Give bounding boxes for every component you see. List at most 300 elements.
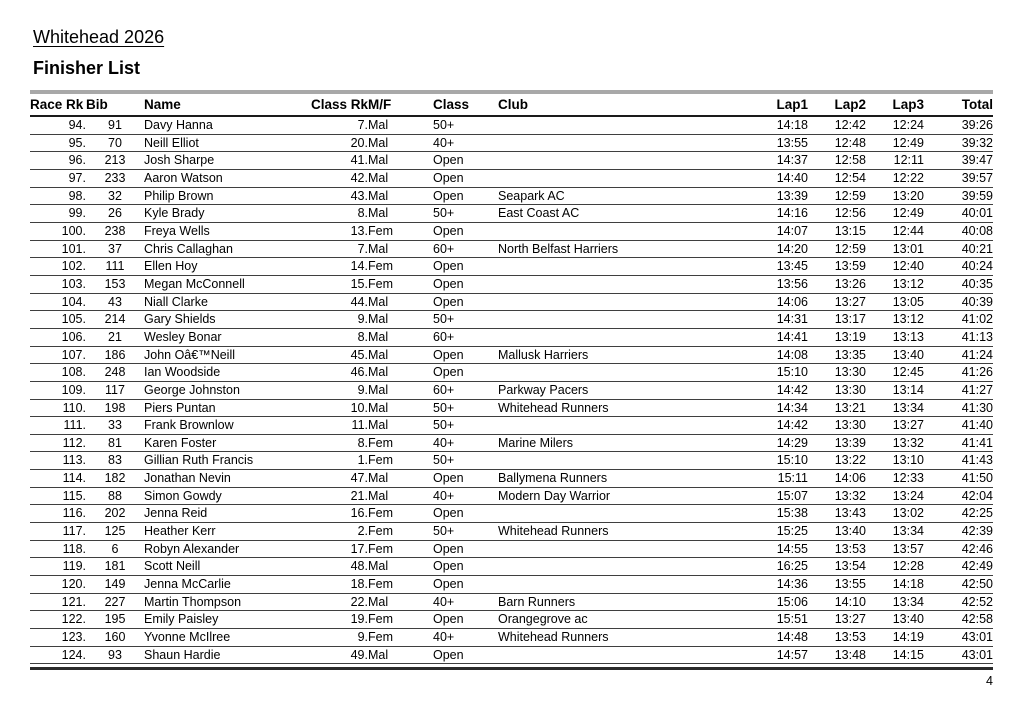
cell-class-rank: 47.	[302, 470, 368, 488]
cell-class-rank: 13.	[302, 222, 368, 240]
cell-class: 50+	[433, 452, 498, 470]
cell-lap2: 13:32	[808, 487, 866, 505]
cell-lap2: 13:43	[808, 505, 866, 523]
cell-class: Open	[433, 558, 498, 576]
table-row	[30, 611, 993, 629]
cell-bib: 21	[86, 328, 144, 346]
table-row	[30, 169, 993, 187]
table-row	[30, 134, 993, 152]
cell-total: 42:39	[924, 523, 993, 541]
cell-bib: 195	[86, 611, 144, 629]
cell-club: Marine Milers	[498, 434, 743, 452]
cell-name: Emily Paisley	[144, 611, 302, 629]
cell-lap2: 13:15	[808, 222, 866, 240]
cell-race-rank: 118.	[30, 540, 86, 558]
cell-class-rank: 21.	[302, 487, 368, 505]
cell-club: Orangegrove ac	[498, 611, 743, 629]
cell-mf: Mal	[368, 346, 433, 364]
cell-class-rank: 18.	[302, 576, 368, 594]
cell-club: Ballymena Runners	[498, 470, 743, 488]
cell-class: Open	[433, 470, 498, 488]
table-row	[30, 399, 993, 417]
cell-lap1: 14:36	[743, 576, 808, 594]
cell-race-rank: 110.	[30, 399, 86, 417]
cell-bib: 125	[86, 523, 144, 541]
cell-lap2: 12:42	[808, 116, 866, 134]
cell-bib: 43	[86, 293, 144, 311]
col-header-class-rank: Class Rk	[302, 92, 368, 116]
cell-class: 50+	[433, 523, 498, 541]
cell-club	[498, 364, 743, 382]
cell-race-rank: 104.	[30, 293, 86, 311]
cell-lap1: 14:41	[743, 328, 808, 346]
cell-club	[498, 576, 743, 594]
cell-lap1: 15:51	[743, 611, 808, 629]
cell-race-rank: 114.	[30, 470, 86, 488]
cell-lap2: 13:54	[808, 558, 866, 576]
cell-lap3: 12:24	[866, 116, 924, 134]
cell-name: Davy Hanna	[144, 116, 302, 134]
cell-mf: Mal	[368, 470, 433, 488]
cell-mf: Fem	[368, 258, 433, 276]
cell-class-rank: 19.	[302, 611, 368, 629]
cell-lap3: 13:12	[866, 311, 924, 329]
cell-class-rank: 11.	[302, 417, 368, 435]
cell-class-rank: 46.	[302, 364, 368, 382]
cell-lap3: 14:19	[866, 629, 924, 647]
cell-class: 60+	[433, 240, 498, 258]
cell-class-rank: 1.	[302, 452, 368, 470]
cell-name: Piers Puntan	[144, 399, 302, 417]
cell-class: 50+	[433, 311, 498, 329]
cell-club: Seapark AC	[498, 187, 743, 205]
cell-class-rank: 9.	[302, 381, 368, 399]
cell-club	[498, 417, 743, 435]
table-row	[30, 417, 993, 435]
cell-club: Barn Runners	[498, 593, 743, 611]
table-row	[30, 381, 993, 399]
cell-bib: 93	[86, 646, 144, 664]
cell-race-rank: 121.	[30, 593, 86, 611]
cell-lap1: 15:07	[743, 487, 808, 505]
cell-lap2: 13:53	[808, 540, 866, 558]
cell-lap2: 13:22	[808, 452, 866, 470]
cell-lap1: 13:45	[743, 258, 808, 276]
table-row	[30, 328, 993, 346]
cell-class-rank: 8.	[302, 328, 368, 346]
document-content	[30, 0, 993, 688]
cell-lap3: 13:10	[866, 452, 924, 470]
col-header-lap3: Lap3	[866, 92, 924, 116]
cell-lap1: 14:34	[743, 399, 808, 417]
cell-race-rank: 124.	[30, 646, 86, 664]
cell-class: Open	[433, 364, 498, 382]
cell-lap2: 13:30	[808, 417, 866, 435]
table-row	[30, 346, 993, 364]
cell-total: 41:26	[924, 364, 993, 382]
cell-class: 40+	[433, 487, 498, 505]
cell-class: Open	[433, 187, 498, 205]
table-row	[30, 558, 993, 576]
cell-club: Whitehead Runners	[498, 523, 743, 541]
cell-bib: 248	[86, 364, 144, 382]
table-row	[30, 275, 993, 293]
cell-club	[498, 646, 743, 664]
cell-class-rank: 45.	[302, 346, 368, 364]
cell-lap2: 12:48	[808, 134, 866, 152]
cell-lap3: 13:12	[866, 275, 924, 293]
cell-class: Open	[433, 346, 498, 364]
cell-lap1: 14:48	[743, 629, 808, 647]
col-header-race-rank: Race Rk	[30, 92, 86, 116]
cell-mf: Mal	[368, 293, 433, 311]
cell-lap1: 15:10	[743, 364, 808, 382]
cell-lap3: 13:05	[866, 293, 924, 311]
cell-race-rank: 100.	[30, 222, 86, 240]
cell-name: Gillian Ruth Francis	[144, 452, 302, 470]
col-header-bib: Bib	[86, 92, 144, 116]
cell-class-rank: 43.	[302, 187, 368, 205]
cell-name: Ellen Hoy	[144, 258, 302, 276]
cell-lap1: 14:06	[743, 293, 808, 311]
cell-lap3: 12:33	[866, 470, 924, 488]
cell-name: John Oâ€™Neill	[144, 346, 302, 364]
cell-club	[498, 293, 743, 311]
cell-class: 50+	[433, 417, 498, 435]
cell-lap3: 12:40	[866, 258, 924, 276]
cell-total: 41:30	[924, 399, 993, 417]
cell-mf: Mal	[368, 116, 433, 134]
cell-lap3: 13:01	[866, 240, 924, 258]
cell-total: 39:59	[924, 187, 993, 205]
cell-name: Niall Clarke	[144, 293, 302, 311]
table-row	[30, 505, 993, 523]
cell-total: 39:32	[924, 134, 993, 152]
table-row	[30, 364, 993, 382]
cell-class: Open	[433, 540, 498, 558]
cell-club	[498, 134, 743, 152]
table-row	[30, 646, 993, 664]
cell-lap1: 14:20	[743, 240, 808, 258]
cell-bib: 111	[86, 258, 144, 276]
cell-name: Scott Neill	[144, 558, 302, 576]
cell-total: 41:02	[924, 311, 993, 329]
cell-class: 50+	[433, 116, 498, 134]
cell-club	[498, 222, 743, 240]
cell-race-rank: 106.	[30, 328, 86, 346]
cell-mf: Fem	[368, 505, 433, 523]
col-header-name: Name	[144, 92, 302, 116]
cell-name: Frank Brownlow	[144, 417, 302, 435]
cell-mf: Fem	[368, 540, 433, 558]
table-row	[30, 434, 993, 452]
cell-race-rank: 94.	[30, 116, 86, 134]
cell-bib: 182	[86, 470, 144, 488]
cell-total: 42:58	[924, 611, 993, 629]
cell-lap1: 15:11	[743, 470, 808, 488]
cell-class: Open	[433, 258, 498, 276]
cell-name: Chris Callaghan	[144, 240, 302, 258]
cell-total: 41:13	[924, 328, 993, 346]
cell-class: 50+	[433, 205, 498, 223]
cell-bib: 81	[86, 434, 144, 452]
cell-total: 43:01	[924, 629, 993, 647]
cell-race-rank: 122.	[30, 611, 86, 629]
cell-lap1: 14:16	[743, 205, 808, 223]
cell-name: Jenna Reid	[144, 505, 302, 523]
cell-mf: Fem	[368, 629, 433, 647]
cell-race-rank: 113.	[30, 452, 86, 470]
cell-name: Yvonne McIlree	[144, 629, 302, 647]
cell-mf: Mal	[368, 311, 433, 329]
cell-class-rank: 2.	[302, 523, 368, 541]
cell-bib: 153	[86, 275, 144, 293]
cell-lap2: 13:21	[808, 399, 866, 417]
cell-lap1: 14:55	[743, 540, 808, 558]
cell-mf: Fem	[368, 222, 433, 240]
cell-club	[498, 311, 743, 329]
cell-lap2: 13:19	[808, 328, 866, 346]
cell-race-rank: 116.	[30, 505, 86, 523]
cell-mf: Mal	[368, 593, 433, 611]
cell-class-rank: 42.	[302, 169, 368, 187]
cell-bib: 213	[86, 152, 144, 170]
table-row	[30, 311, 993, 329]
cell-lap1: 14:29	[743, 434, 808, 452]
cell-mf: Mal	[368, 487, 433, 505]
cell-total: 39:47	[924, 152, 993, 170]
cell-name: Heather Kerr	[144, 523, 302, 541]
cell-class: Open	[433, 169, 498, 187]
cell-club	[498, 505, 743, 523]
page-number: 4	[986, 674, 993, 689]
cell-class: 60+	[433, 328, 498, 346]
cell-lap1: 14:57	[743, 646, 808, 664]
cell-race-rank: 117.	[30, 523, 86, 541]
cell-lap3: 12:22	[866, 169, 924, 187]
cell-lap3: 13:14	[866, 381, 924, 399]
cell-class-rank: 9.	[302, 311, 368, 329]
cell-name: Robyn Alexander	[144, 540, 302, 558]
cell-lap1: 14:08	[743, 346, 808, 364]
cell-lap3: 13:34	[866, 523, 924, 541]
cell-class: Open	[433, 222, 498, 240]
cell-name: George Johnston	[144, 381, 302, 399]
cell-mf: Fem	[368, 611, 433, 629]
cell-lap1: 13:55	[743, 134, 808, 152]
cell-race-rank: 115.	[30, 487, 86, 505]
cell-class-rank: 7.	[302, 116, 368, 134]
cell-total: 41:40	[924, 417, 993, 435]
cell-class-rank: 8.	[302, 434, 368, 452]
finisher-table	[30, 90, 993, 664]
cell-name: Aaron Watson	[144, 169, 302, 187]
cell-race-rank: 120.	[30, 576, 86, 594]
cell-lap3: 13:27	[866, 417, 924, 435]
cell-lap1: 14:42	[743, 381, 808, 399]
cell-bib: 227	[86, 593, 144, 611]
cell-name: Martin Thompson	[144, 593, 302, 611]
cell-class-rank: 14.	[302, 258, 368, 276]
cell-club	[498, 152, 743, 170]
cell-race-rank: 99.	[30, 205, 86, 223]
table-header-row	[30, 92, 993, 116]
cell-mf: Mal	[368, 646, 433, 664]
cell-mf: Fem	[368, 275, 433, 293]
cell-class-rank: 8.	[302, 205, 368, 223]
cell-class-rank: 17.	[302, 540, 368, 558]
cell-lap3: 13:40	[866, 346, 924, 364]
table-row	[30, 540, 993, 558]
cell-mf: Mal	[368, 134, 433, 152]
cell-bib: 91	[86, 116, 144, 134]
cell-total: 40:01	[924, 205, 993, 223]
cell-lap3: 13:20	[866, 187, 924, 205]
cell-bib: 6	[86, 540, 144, 558]
cell-class-rank: 10.	[302, 399, 368, 417]
cell-lap3: 12:11	[866, 152, 924, 170]
cell-name: Jonathan Nevin	[144, 470, 302, 488]
cell-total: 42:46	[924, 540, 993, 558]
cell-total: 40:21	[924, 240, 993, 258]
cell-total: 39:26	[924, 116, 993, 134]
cell-race-rank: 119.	[30, 558, 86, 576]
cell-lap2: 13:30	[808, 364, 866, 382]
table-bottom-rule	[30, 667, 993, 670]
cell-lap2: 13:27	[808, 293, 866, 311]
cell-mf: Fem	[368, 576, 433, 594]
cell-lap1: 14:07	[743, 222, 808, 240]
cell-lap2: 13:30	[808, 381, 866, 399]
cell-race-rank: 112.	[30, 434, 86, 452]
cell-mf: Fem	[368, 523, 433, 541]
cell-mf: Fem	[368, 434, 433, 452]
cell-total: 41:27	[924, 381, 993, 399]
table-row	[30, 452, 993, 470]
cell-lap2: 12:56	[808, 205, 866, 223]
table-row	[30, 629, 993, 647]
cell-club: Mallusk Harriers	[498, 346, 743, 364]
cell-total: 41:50	[924, 470, 993, 488]
cell-total: 43:01	[924, 646, 993, 664]
cell-race-rank: 111.	[30, 417, 86, 435]
cell-club: Modern Day Warrior	[498, 487, 743, 505]
table-row	[30, 470, 993, 488]
cell-race-rank: 102.	[30, 258, 86, 276]
cell-lap2: 13:17	[808, 311, 866, 329]
cell-lap1: 15:06	[743, 593, 808, 611]
table-row	[30, 205, 993, 223]
cell-class: Open	[433, 646, 498, 664]
cell-mf: Mal	[368, 187, 433, 205]
cell-name: Megan McConnell	[144, 275, 302, 293]
cell-bib: 88	[86, 487, 144, 505]
cell-club	[498, 540, 743, 558]
cell-name: Philip Brown	[144, 187, 302, 205]
cell-race-rank: 107.	[30, 346, 86, 364]
cell-lap3: 13:32	[866, 434, 924, 452]
cell-total: 42:04	[924, 487, 993, 505]
col-header-lap2: Lap2	[808, 92, 866, 116]
cell-class: Open	[433, 275, 498, 293]
cell-total: 39:57	[924, 169, 993, 187]
cell-name: Josh Sharpe	[144, 152, 302, 170]
cell-name: Ian Woodside	[144, 364, 302, 382]
cell-club	[498, 169, 743, 187]
cell-total: 40:08	[924, 222, 993, 240]
cell-lap1: 14:40	[743, 169, 808, 187]
cell-lap2: 13:59	[808, 258, 866, 276]
cell-bib: 198	[86, 399, 144, 417]
cell-bib: 238	[86, 222, 144, 240]
table-row	[30, 116, 993, 134]
table-row	[30, 293, 993, 311]
cell-race-rank: 123.	[30, 629, 86, 647]
cell-total: 42:25	[924, 505, 993, 523]
cell-class-rank: 48.	[302, 558, 368, 576]
cell-bib: 233	[86, 169, 144, 187]
cell-bib: 214	[86, 311, 144, 329]
cell-club	[498, 116, 743, 134]
cell-lap2: 12:59	[808, 240, 866, 258]
cell-total: 42:49	[924, 558, 993, 576]
cell-total: 42:52	[924, 593, 993, 611]
cell-class-rank: 20.	[302, 134, 368, 152]
col-header-total: Total	[924, 92, 993, 116]
cell-lap1: 15:25	[743, 523, 808, 541]
cell-class-rank: 9.	[302, 629, 368, 647]
cell-name: Shaun Hardie	[144, 646, 302, 664]
cell-mf: Mal	[368, 328, 433, 346]
cell-lap2: 13:27	[808, 611, 866, 629]
cell-lap1: 14:31	[743, 311, 808, 329]
cell-club: Whitehead Runners	[498, 629, 743, 647]
cell-race-rank: 109.	[30, 381, 86, 399]
cell-class: Open	[433, 611, 498, 629]
cell-lap3: 13:02	[866, 505, 924, 523]
cell-club	[498, 275, 743, 293]
cell-mf: Fem	[368, 452, 433, 470]
cell-lap1: 15:38	[743, 505, 808, 523]
page-title: Whitehead 2026	[33, 27, 165, 47]
col-header-lap1: Lap1	[743, 92, 808, 116]
cell-lap2: 13:39	[808, 434, 866, 452]
cell-lap2: 13:53	[808, 629, 866, 647]
cell-name: Simon Gowdy	[144, 487, 302, 505]
cell-lap2: 13:55	[808, 576, 866, 594]
cell-lap2: 13:40	[808, 523, 866, 541]
cell-class: Open	[433, 505, 498, 523]
cell-class: 40+	[433, 593, 498, 611]
page-subtitle: Finisher List	[33, 58, 141, 78]
cell-club	[498, 558, 743, 576]
cell-class: 40+	[433, 629, 498, 647]
cell-mf: Mal	[368, 240, 433, 258]
cell-lap3: 12:45	[866, 364, 924, 382]
table-row	[30, 152, 993, 170]
cell-class: Open	[433, 576, 498, 594]
cell-name: Kyle Brady	[144, 205, 302, 223]
cell-mf: Mal	[368, 152, 433, 170]
cell-race-rank: 105.	[30, 311, 86, 329]
cell-name: Jenna McCarlie	[144, 576, 302, 594]
cell-race-rank: 108.	[30, 364, 86, 382]
table-row	[30, 187, 993, 205]
cell-lap1: 15:10	[743, 452, 808, 470]
cell-lap3: 12:49	[866, 205, 924, 223]
cell-lap1: 13:39	[743, 187, 808, 205]
cell-race-rank: 103.	[30, 275, 86, 293]
